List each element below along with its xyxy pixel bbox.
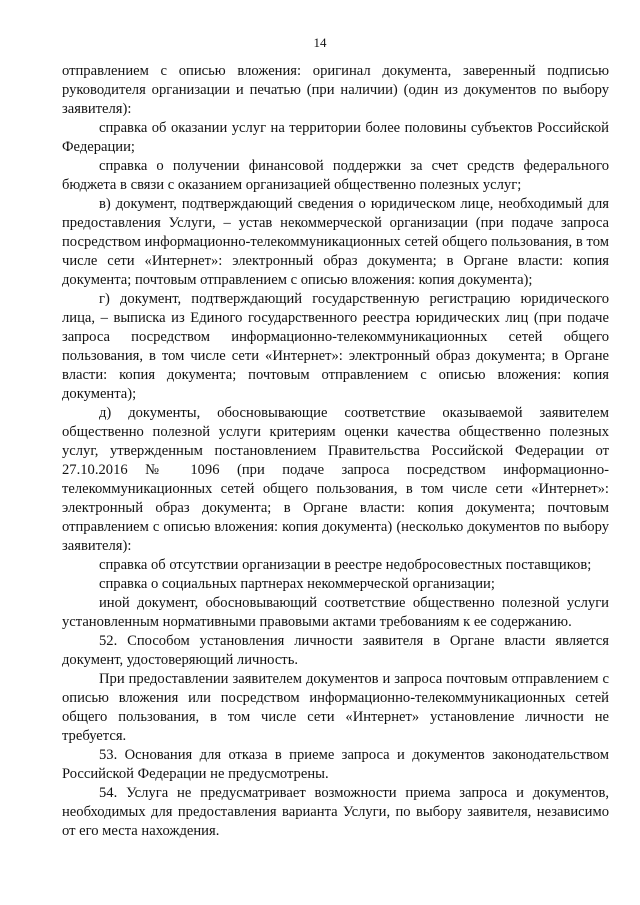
paragraph-section-54: 54. Услуга не предусматривает возможности приема запроса и документов, необходимых для предоставления варианта Услуги, по выбору заявителя, независимо от его места нахождения. bbox=[62, 785, 609, 839]
paragraph-section-52: 52. Способом установления личности заявителя в Органе власти является документ, удостоверяющий личность. bbox=[62, 633, 609, 668]
paragraph-item-v-charter: в) документ, подтверждающий сведения о юридическом лице, необходимый для предоставления Услуги, – устав некоммерческой организации (при подаче запроса посредством информационно-телекоммуникационных сетей общего пользования, в том числе сети «Интернет»: электронный образ документа; в Органе власти: копия документа; почтовым отправлением с описью вложения: копия документа); bbox=[62, 196, 609, 288]
paragraph-reference-funding: справка о получении финансовой поддержки за счет средств федерального бюджета в связи с оказанием организацией общественно полезных услуг; bbox=[62, 158, 609, 193]
document-body bbox=[62, 62, 609, 841]
paragraph-item-g-registration: г) документ, подтверждающий государственную регистрацию юридического лица, – выписка из Единого государственного реестра юридических лиц (при подаче запроса посредством информационно-телекоммуникационных сетей общего пользования, в том числе сети «Интернет»: электронный образ документа; в Органе власти: копия документа; почтовым отправлением с описью вложения: копия документа); bbox=[62, 291, 609, 402]
page-number: 14 bbox=[313, 35, 327, 50]
paragraph-reference-registry: справка об отсутствии организации в реестре недобросовестных поставщиков; bbox=[99, 557, 592, 573]
paragraph-identity-not-required: При предоставлении заявителем документов и запроса почтовым отправлением с описью вложения или посредством информационно-телекоммуникационных сетей общего пользования, в том числе сети «Интернет» установление личности не требуется. bbox=[62, 671, 609, 744]
paragraph-reference-partners: справка о социальных партнерах некоммерческой организации; bbox=[99, 576, 495, 592]
paragraph-reference-regions: справка об оказании услуг на территории более половины субъектов Российской Федерации; bbox=[62, 120, 609, 155]
paragraph-section-53: 53. Основания для отказа в приеме запроса и документов законодательством Российской Федерации не предусмотрены. bbox=[62, 747, 609, 782]
paragraph-continuation: отправлением с описью вложения: оригинал документа, заверенный подписью руководителя организации и печатью (при наличии) (один из документов по выбору заявителя): bbox=[62, 63, 609, 117]
paragraph-other-document: иной документ, обосновывающий соответствие общественно полезной услуги установленным нормативными правовыми актами требованиям к ее содержанию. bbox=[62, 595, 609, 630]
paragraph-item-d-criteria: д) документы, обосновывающие соответствие оказываемой заявителем общественно полезной услуги критериям оценки качества общественно полезных услуг, утвержденным постановлением Правительства Российской Федерации от 27.10.2016 № 1096 (при подаче запроса посредством информационно-телекоммуникационных сетей общего пользования, в том числе сети «Интернет»: электронный образ документа; в Органе власти: копия документа; почтовым отправлением с описью вложения: копия документа) (несколько документов по выбору заявителя): bbox=[62, 405, 609, 554]
